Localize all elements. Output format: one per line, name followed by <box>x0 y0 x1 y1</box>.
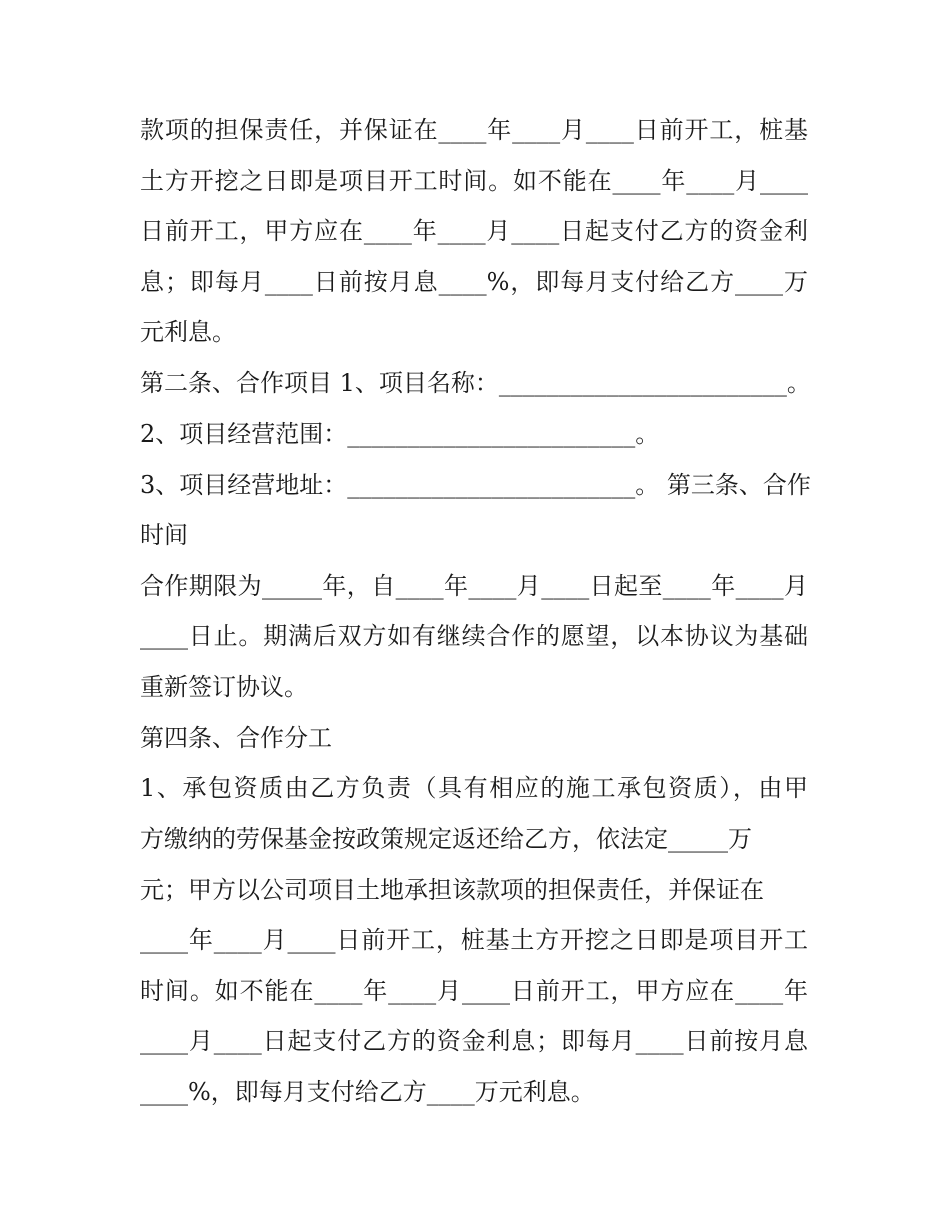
text-line-4: 息；即每月____日前按月息____%，即每月支付给乙方____万 <box>140 268 808 296</box>
text-line-5: 元利息。 <box>140 318 236 346</box>
text-line-15: 方缴纳的劳保基金按政策规定返还给乙方，依法定_____万 <box>140 825 752 853</box>
text-line-19: ____月____日起支付乙方的资金利息；即每月____日前按月息 <box>140 1027 808 1055</box>
text-line-20: ____%，即每月支付给乙方____万元利息。 <box>140 1078 595 1106</box>
text-line-10: 合作期限为_____年，自____年____月____日起至____年____月 <box>140 572 808 600</box>
article-2-heading: 第二条、合作项目 1、项目名称：________________________。 <box>140 369 811 397</box>
text-line-18: 时间。如不能在____年____月____日前开工，甲方应在____年 <box>140 977 808 1005</box>
text-line-1: 款项的担保责任，并保证在____年____月____日前开工，桩基 <box>140 116 808 144</box>
text-line-11: ____日止。期满后双方如有继续合作的愿望，以本协议为基础 <box>140 622 808 650</box>
text-line-9: 时间 <box>140 521 188 549</box>
text-line-8: 3、项目经营地址：________________________。 第三条、合作 <box>140 471 811 499</box>
text-line-2: 土方开挖之日即是项目开工时间。如不能在____年____月____ <box>140 167 808 195</box>
text-line-7: 2、项目经营范围：________________________。 <box>140 420 660 448</box>
text-line-3: 日前开工，甲方应在____年____月____日起支付乙方的资金利 <box>140 217 808 245</box>
text-line-14: 1、承包资质由乙方负责（具有相应的施工承包资质），由甲 <box>140 774 808 802</box>
text-line-12: 重新签订协议。 <box>140 673 308 701</box>
article-4-heading: 第四条、合作分工 <box>140 724 332 752</box>
text-line-17: ____年____月____日前开工，桩基土方开挖之日即是项目开工 <box>140 926 808 954</box>
text-line-16: 元；甲方以公司项目土地承担该款项的担保责任，并保证在 <box>140 876 764 904</box>
